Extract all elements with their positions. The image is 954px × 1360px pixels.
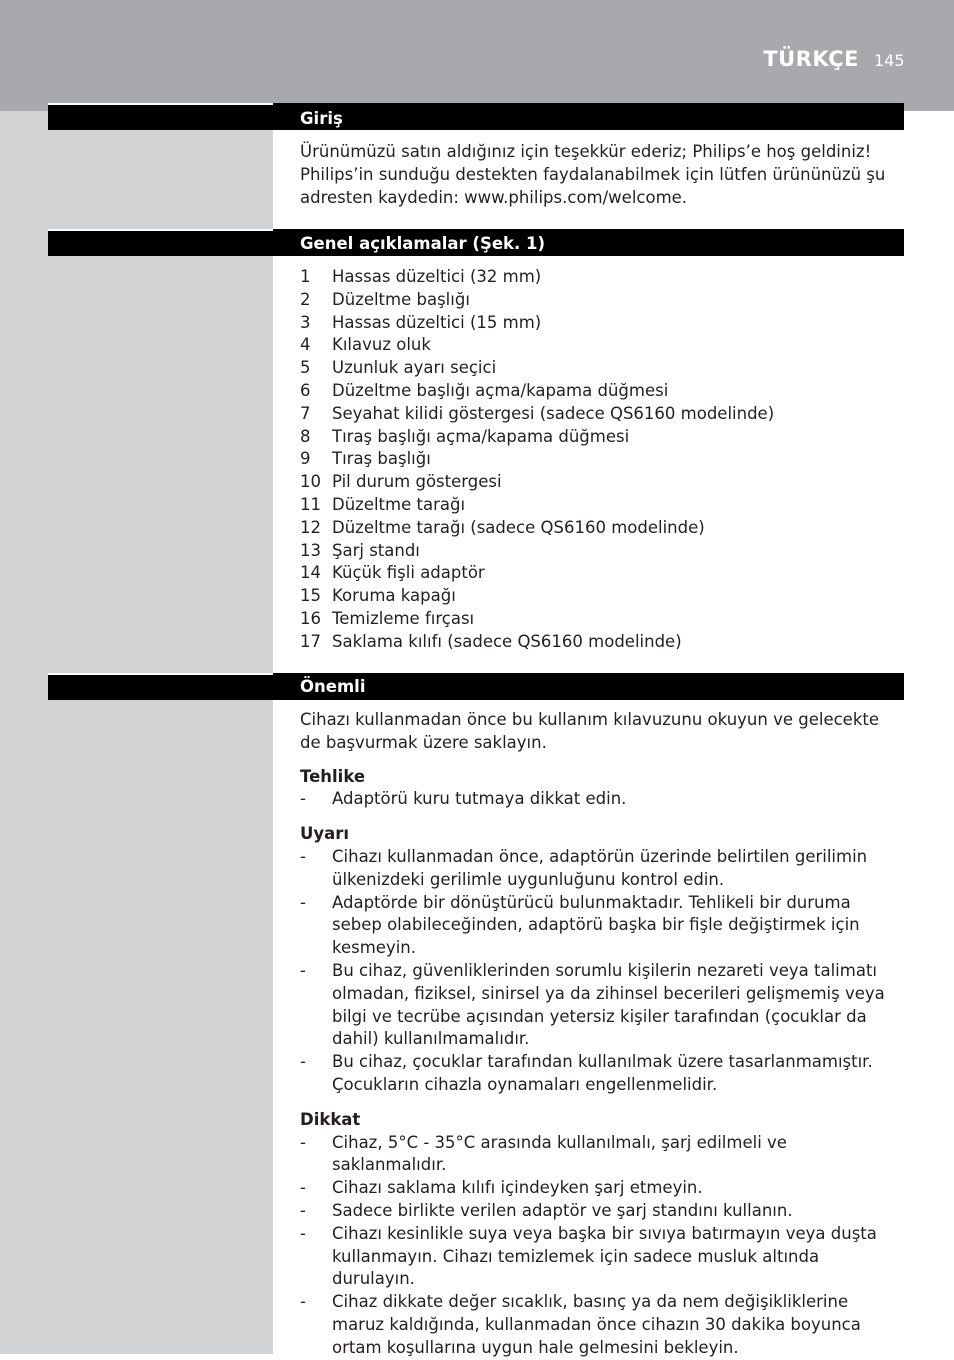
item-number: 4	[300, 335, 311, 355]
item-text: Düzeltme tarağı (sadece QS6160 modelinde)	[332, 517, 705, 537]
list-item	[300, 357, 900, 380]
item-text: Temizleme fırçası	[332, 608, 475, 628]
item-text: Tıraş başlığı	[332, 449, 431, 469]
dash-bullet: -	[300, 846, 306, 866]
item-text: Sadece birlikte verilen adaptör ve şarj standını kullanın.	[332, 1200, 793, 1220]
item-text: Hassas düzeltici (32 mm)	[332, 267, 542, 286]
item-number: 3	[300, 312, 311, 332]
general-content	[300, 266, 900, 654]
list-item	[300, 448, 900, 471]
list-item	[300, 1291, 900, 1359]
danger-list	[300, 788, 900, 811]
danger-heading: Tehlike	[300, 766, 366, 786]
dash-bullet: -	[300, 1178, 306, 1198]
section-bar-important	[48, 673, 904, 700]
list-item	[300, 517, 900, 540]
dash-bullet: -	[300, 960, 306, 980]
bar-divider	[48, 103, 273, 105]
list-item	[300, 788, 900, 811]
list-item	[300, 266, 900, 289]
item-text: Düzeltme tarağı	[332, 494, 466, 514]
item-number: 14	[300, 563, 321, 583]
list-item	[300, 608, 900, 631]
item-text: Seyahat kilidi göstergesi (sadece QS6160 modelinde)	[332, 403, 775, 423]
list-item	[300, 585, 900, 608]
language-label: TÜRKÇE	[763, 47, 859, 71]
list-item	[300, 426, 900, 449]
item-text: Cihaz dikkate değer sıcaklık, basınç ya da nem değişikliklerine maruz kaldığında, kullanmadan önce cihazın 30 dakika boyunca ortam koşullarına uygun hale gelmesini bekleyin.	[332, 1292, 861, 1357]
item-text: Adaptörü kuru tutmaya dikkat edin.	[332, 789, 627, 809]
list-item	[300, 312, 900, 335]
item-text: Hassas düzeltici (15 mm)	[332, 312, 542, 332]
warning-list	[300, 846, 900, 1097]
dash-bullet: -	[300, 1223, 306, 1243]
item-text: Koruma kapağı	[332, 586, 456, 606]
item-text: Kılavuz oluk	[332, 335, 431, 355]
item-number: 13	[300, 540, 321, 560]
dash-bullet: -	[300, 1292, 306, 1312]
item-text: Uzunluk ayarı seçici	[332, 358, 497, 378]
list-item	[300, 380, 900, 403]
bar-divider	[48, 229, 273, 231]
item-text: Cihaz, 5°C - 35°C arasında kullanılmalı, şarj edilmeli ve saklanmalıdır.	[332, 1132, 787, 1175]
item-text: Cihazı kullanmadan önce, adaptörün üzerinde belirtilen gerilimin ülkenizdeki gerilimle uygunluğunu kontrol edin.	[332, 846, 868, 889]
list-item	[300, 334, 900, 357]
item-number: 8	[300, 426, 311, 446]
item-text: Düzeltme başlığı açma/kapama düğmesi	[332, 380, 669, 400]
parts-list	[300, 266, 900, 654]
item-text: Bu cihaz, çocuklar tarafından kullanılmak üzere tasarlanmamıştır. Çocukların cihazla oynamaları engellenmelidir.	[332, 1052, 873, 1094]
caution-heading: Dikkat	[300, 1109, 361, 1129]
item-number: 9	[300, 449, 311, 469]
section-title-general: Genel açıklamalar (Şek. 1)	[300, 234, 546, 253]
warning-heading: Uyarı	[300, 824, 350, 844]
list-item	[300, 846, 900, 892]
list-item	[300, 631, 900, 654]
item-text: Adaptörde bir dönüştürücü bulunmaktadır. Tehlikeli bir duruma sebep olabileceğinden, adaptörü başka bir fişle değiştirmek için kesmeyin.	[332, 892, 860, 958]
item-text: Cihazı saklama kılıfı içindeyken şarj etmeyin.	[332, 1178, 703, 1198]
item-number: 5	[300, 358, 311, 378]
page-number: 145	[874, 51, 905, 70]
section-title-important: Önemli	[300, 677, 366, 696]
list-item	[300, 1223, 900, 1291]
item-text: Tıraş başlığı açma/kapama düğmesi	[332, 426, 630, 446]
dash-bullet: -	[300, 789, 306, 809]
item-number: 7	[300, 403, 311, 423]
item-number: 2	[300, 289, 311, 309]
list-item	[300, 494, 900, 517]
item-text: Bu cihaz, güvenliklerinden sorumlu kişilerin nezareti veya talimatı olmadan, fiziksel, sinirsel ya da zihinsel becerileri gelişmemiş veya bilgi ve tecrübe açısından yetersiz kişiler tarafından (çocuklar da dahil) kullanılmamalıdır.	[332, 960, 885, 1049]
list-item	[300, 1051, 900, 1097]
item-number: 11	[300, 494, 321, 514]
item-number: 10	[300, 472, 321, 492]
item-text: Küçük fişli adaptör	[332, 563, 485, 583]
list-item	[300, 960, 900, 1051]
item-text: Şarj standı	[332, 540, 420, 560]
dash-bullet: -	[300, 892, 306, 912]
intro-text: Ürünümüzü satın aldığınız için teşekkür ederiz; Philips’e hoş geldiniz! Philips’in sunduğu destekten faydalanabilmek için lütfen ürününüzü şu adresten kaydedin: www.philips.com/welcome.	[300, 142, 886, 207]
item-text: Düzeltme başlığı	[332, 289, 470, 309]
list-item	[300, 289, 900, 312]
dash-bullet: -	[300, 1132, 306, 1152]
caution-list	[300, 1132, 900, 1360]
list-item	[300, 1200, 900, 1223]
item-number: 17	[300, 631, 321, 651]
list-item	[300, 540, 900, 563]
bar-divider	[48, 673, 273, 675]
item-number: 6	[300, 380, 311, 400]
item-text: Saklama kılıfı (sadece QS6160 modelinde)	[332, 631, 682, 651]
section-bar-intro	[48, 103, 904, 130]
list-item	[300, 562, 900, 585]
section-title-intro: Giriş	[300, 109, 343, 128]
item-number: 12	[300, 517, 321, 537]
item-text: Cihazı kesinlikle suya veya başka bir sıvıya batırmayın veya duşta kullanmayın. Cihazı temizlemek için sadece musluk altında durulayın.	[332, 1223, 877, 1289]
important-content	[300, 709, 900, 1360]
dash-bullet: -	[300, 1200, 306, 1220]
list-item	[300, 892, 900, 960]
list-item	[300, 471, 900, 494]
important-intro: Cihazı kullanmadan önce bu kullanım kılavuzunu okuyun ve gelecekte de başvurmak üzere saklayın.	[300, 710, 879, 752]
left-margin-column	[0, 111, 273, 1354]
list-item	[300, 403, 900, 426]
item-text: Pil durum göstergesi	[332, 472, 502, 492]
item-number: 1	[300, 267, 311, 286]
dash-bullet: -	[300, 1052, 306, 1072]
item-number: 16	[300, 608, 321, 628]
list-item	[300, 1132, 900, 1178]
intro-content	[300, 141, 900, 209]
list-item	[300, 1177, 900, 1200]
item-number: 15	[300, 586, 321, 606]
